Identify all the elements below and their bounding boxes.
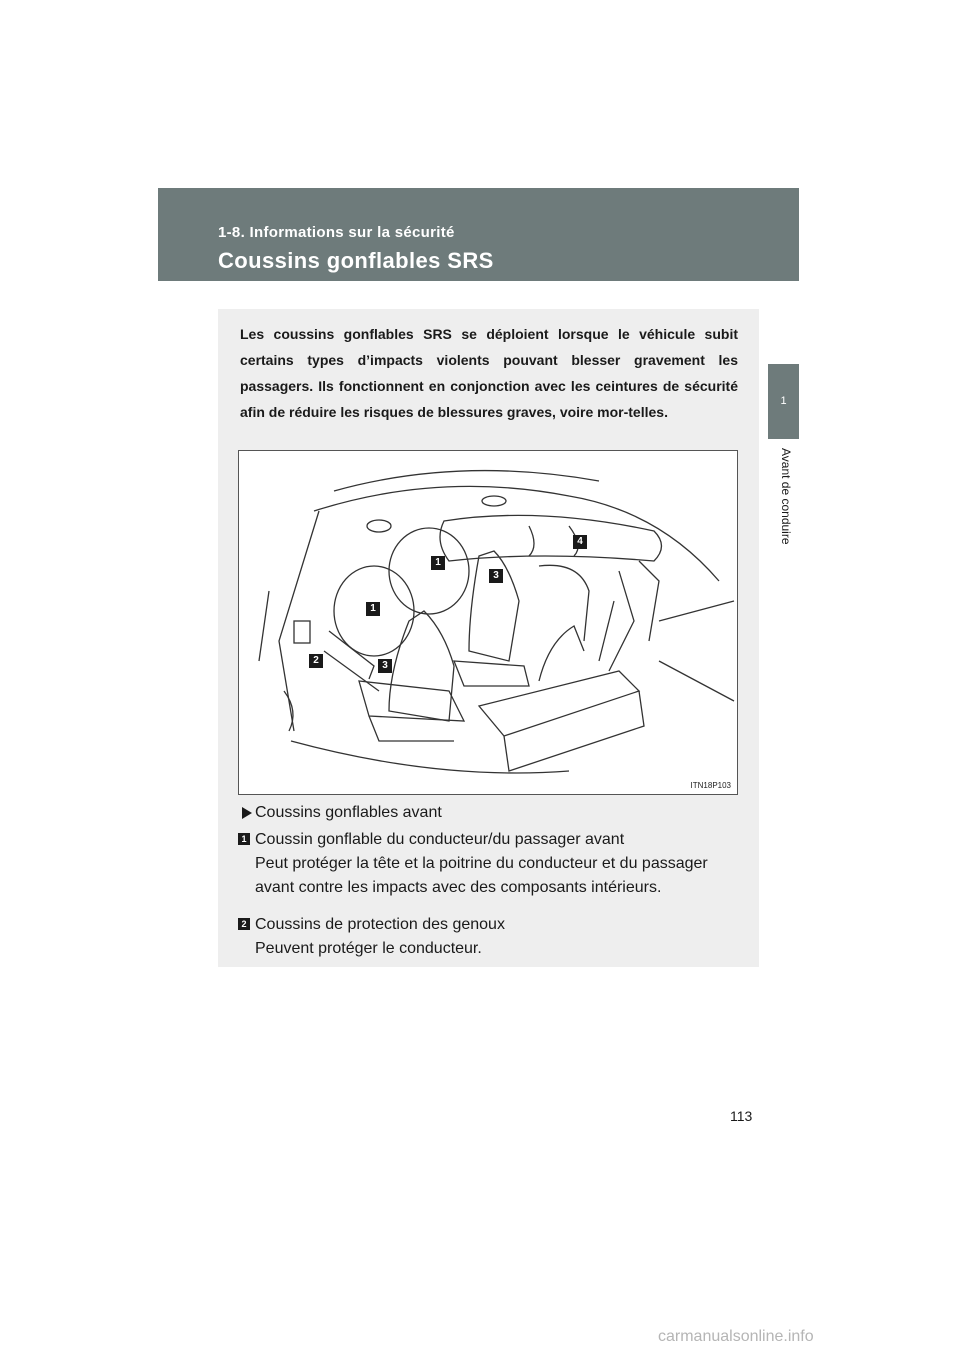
callout-3-passenger-side: 3 (489, 569, 503, 583)
header-bar (158, 188, 799, 281)
callout-1-driver: 1 (366, 602, 380, 616)
watermark[interactable]: carmanualsonline.info (658, 1328, 814, 1345)
callout-2-knee: 2 (309, 654, 323, 668)
page-number: 113 (730, 1108, 753, 1124)
list-item-title: Coussin gonflable du conducteur/du passager avant (255, 831, 625, 848)
chapter-label: Avant de conduire (779, 448, 793, 545)
intro-paragraph: Les coussins gonflables SRS se déploient lorsque le véhicule subit certains types d’impacts violents pouvant blesser gravement les passagers. Ils fonctionnent en conjonction avec les ceintures de sécurité afin de réduire les risques de blessures graves, voire mor-telles. (240, 326, 738, 420)
callout-4-curtain: 4 (573, 535, 587, 549)
number-badge: 1 (238, 833, 250, 845)
callout-3-driver-side: 3 (378, 659, 392, 673)
section-label: 1-8. Informations sur la sécurité (218, 224, 455, 241)
callout-1-passenger: 1 (431, 556, 445, 570)
number-badge: 2 (238, 918, 250, 930)
figure-code: ITN18P103 (690, 781, 731, 790)
arrow-icon (242, 807, 252, 819)
car-interior-drawing (239, 451, 737, 794)
chapter-tab: 1 (768, 364, 799, 439)
airbag-illustration (238, 450, 738, 795)
list-item-title: Coussins de protection des genoux (255, 916, 505, 933)
content-panel: Les coussins gonflables SRS se déploient lorsque le véhicule subit certains types d’impacts violents pouvant blesser gravement les passagers. Ils fonctionnent en conjonction avec les ceintures de sécurité afin de réduire les risques de blessures graves, voire mor-telles. 1 1 2 3 3 4 ITN18P103 Coussins gonflables avant 1 Coussin gonflable du conducteur/du passager avant Peut protéger la tête et la poitrine du conducteur et du passager avant contre les impacts avec des composants intérieurs. 2 Coussins de protection des genoux Peuvent protéger le conducteur. (218, 309, 759, 967)
page-title: Coussins gonflables SRS (218, 248, 494, 273)
